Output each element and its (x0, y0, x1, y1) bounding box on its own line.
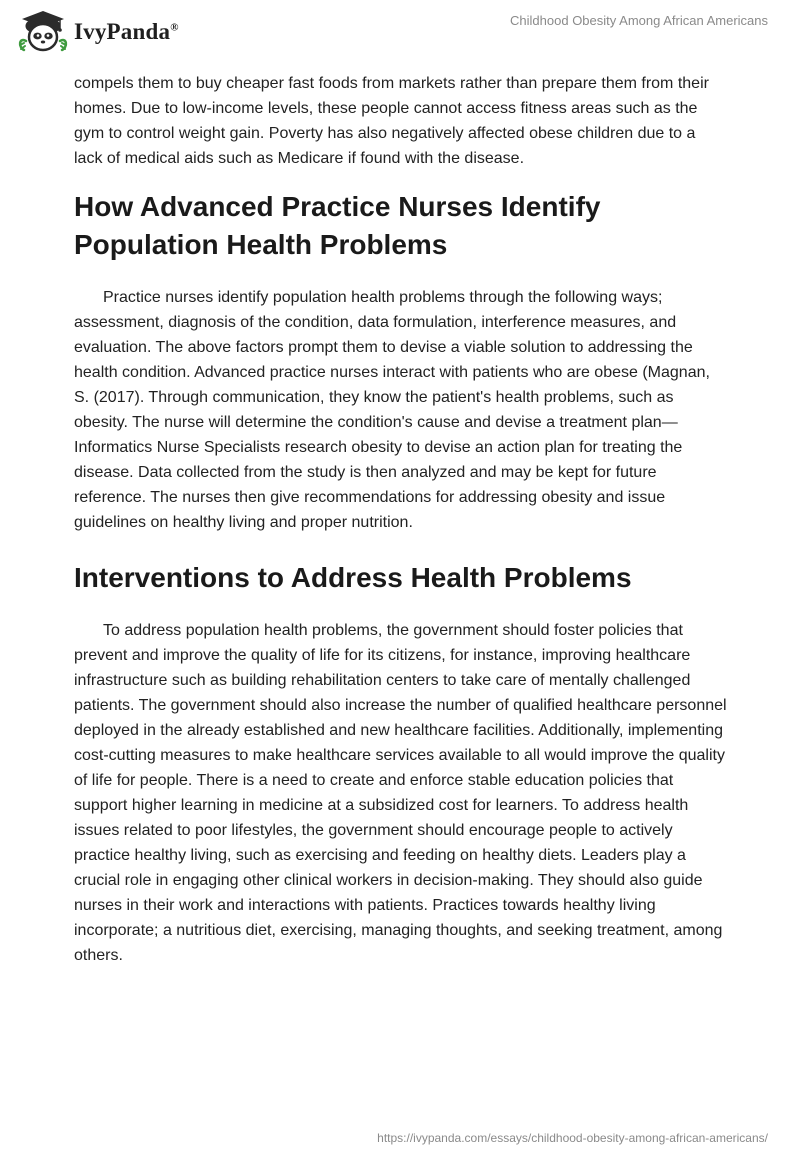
paragraph-intro: compels them to buy cheaper fast foods from markets rather than prepare them from their homes. Due to low-income levels, these people cannot access fitness areas such as the gym to control weight gain. Poverty has also negatively affected obese children due to a lack of medical aids such as Medicare if found with the disease. (74, 75, 709, 167)
section-heading-nurses: How Advanced Practice Nurses Identify Population Health Problems (74, 191, 601, 260)
page-title: Childhood Obesity Among African Americans (510, 13, 768, 28)
paragraph-nurses: Practice nurses identify population health problems through the following ways; assessment, diagnosis of the condition, data formulation, interference measures, and evaluation. The above factors prompt them to devise a viable solution to addressing the health condition. Advanced practice nurses interact with patients who are obese (Magnan, S. (2017). Through communication, they know the patient's health problems, such as obesity. The nurse will determine the condition's cause and devise a treatment plan—Informatics Nurse Specialists research obesity to devise an action plan for treating the disease. Data collected from the study is then analyzed and may be kept for future reference. The nurses then give recommendations for addressing obesity and issue guidelines on healthy living and proper nutrition. (74, 289, 710, 531)
section-heading-interventions: Interventions to Address Health Problems (74, 562, 632, 593)
ivypanda-logo[interactable] (14, 8, 179, 56)
logo-wordmark: IvyPanda® (74, 19, 179, 44)
footer-source-url[interactable]: https://ivypanda.com/essays/childhood-obesity-among-african-americans/ (377, 1131, 768, 1145)
article-body (74, 71, 728, 968)
panda-graduate-icon (14, 9, 72, 55)
paragraph-interventions: To address population health problems, the government should foster policies that prevent and improve the quality of life for its citizens, for instance, improving healthcare infrastructure such as building rehabilitation centers to take care of mentally challenged patients. The government should also increase the number of qualified healthcare personnel deployed in the already established and new healthcare facilities. Additionally, implementing cost-cutting measures to make healthcare services available to all would improve the quality of life for people. There is a need to create and enforce stable education policies that support higher learning in medicine at a subsidized cost for learners. To address health issues related to poor lifestyles, the government should encourage people to actively practice healthy living, such as exercising and feeding on healthy diets. Leaders play a crucial role in engaging other clinical workers in decision-making. They should also guide nurses in their work and interactions with patients. Practices towards healthy living incorporate; a nutritious diet, exercising, managing thoughts, and seeking treatment, among others. (74, 622, 727, 964)
registered-mark: ® (170, 21, 179, 34)
